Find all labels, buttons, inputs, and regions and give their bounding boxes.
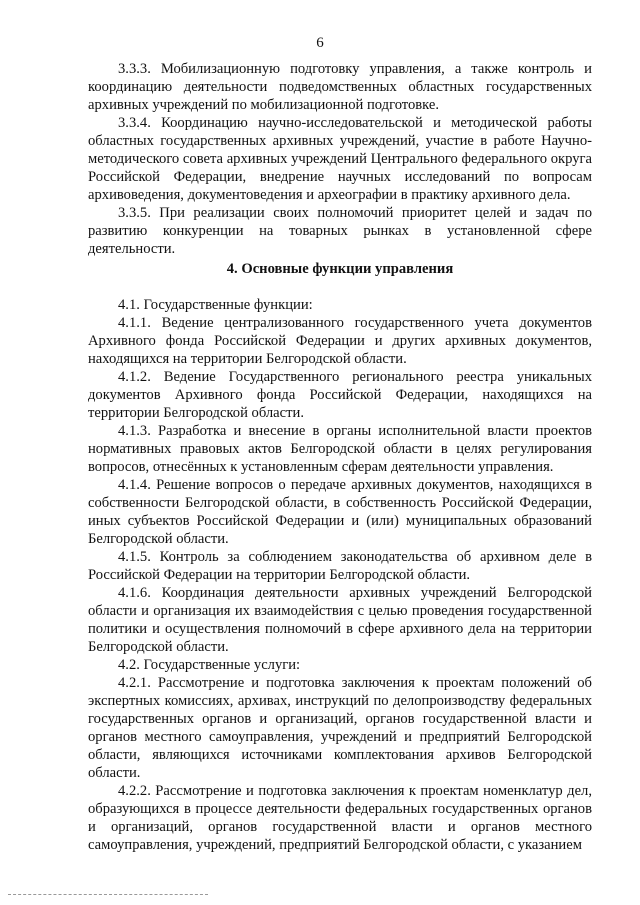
page-number: 6 xyxy=(316,35,324,51)
paragraph-4-1: 4.1. Государственные функции: xyxy=(118,297,313,313)
paragraph-3-3-5: 3.3.5. При реализации своих полномочий приоритет целей и задач по развитию конкуренции на товарных рынках в установленной сфере деятельности. xyxy=(88,205,592,257)
paragraph-4-1-6: 4.1.6. Координация деятельности архивных учреждений Белгородской области и организация их взаимодействия с целью проведения государственной политики и осуществления полномочий в сфере архивного дела на территории Белгородской области. xyxy=(88,585,592,655)
paragraph-4-1-1: 4.1.1. Ведение централизованного государственного учета документов Архивного фонда Российской Федерации и других архивных документов, находящихся на территории Белгородской области. xyxy=(88,315,592,367)
paragraph-4-1-2: 4.1.2. Ведение Государственного регионального реестра уникальных документов Архивного фонда Российской Федерации, находящихся на территории Белгородской области. xyxy=(88,369,592,421)
paragraph-3-3-3: 3.3.3. Мобилизационную подготовку управления, а также контроль и координацию деятельности подведомственных областных государственных архивных учреждений по мобилизационной подготовке. xyxy=(88,61,592,113)
paragraph-4-1-3: 4.1.3. Разработка и внесение в органы исполнительной власти проектов нормативных правовых актов Белгородской области в целях регулирования вопросов, отнесённых к установленным сферам деятельности управления. xyxy=(88,423,592,475)
paragraph-4-2-1: 4.2.1. Рассмотрение и подготовка заключения к проектам положений об экспертных комиссиях, архивах, инструкций по делопроизводству федеральных государственных органов и организаций, органов государственной власти и органов местного самоуправления, учреждений и предприятий Белгородской области, являющихся источниками комплектования архивов Белгородской области. xyxy=(88,675,592,781)
paragraph-4-1-4: 4.1.4. Решение вопросов о передаче архивных документов, находящихся в собственности Белгородской области, в собственность Российской Федерации, иных субъектов Российской Федерации и (или) муниципальных образований Белгородской области. xyxy=(88,477,592,547)
document-body xyxy=(88,60,592,854)
paragraph-3-3-4: 3.3.4. Координацию научно-исследовательской и методической работы областных государственных архивных учреждений, участие в работе Научно-методического совета архивных учреждений Центрального федерального округа Российской Федерации, внедрение научных исследований по вопросам архивоведения, документоведения и археографии в практику архивного дела. xyxy=(88,115,592,203)
section-heading: 4. Основные функции управления xyxy=(226,261,454,277)
paragraph-4-2: 4.2. Государственные услуги: xyxy=(118,657,301,673)
footer-scan-line xyxy=(8,894,208,895)
paragraph-4-1-5: 4.1.5. Контроль за соблюдением законодательства об архивном деле в Российской Федерации на территории Белгородской области. xyxy=(88,549,592,583)
paragraph-4-2-2: 4.2.2. Рассмотрение и подготовка заключения к проектам номенклатур дел, образующихся в процессе деятельности федеральных государственных органов и организаций, органов государственной власти и органов местного самоуправления, учреждений, предприятий Белгородской области, с указанием xyxy=(88,783,592,853)
